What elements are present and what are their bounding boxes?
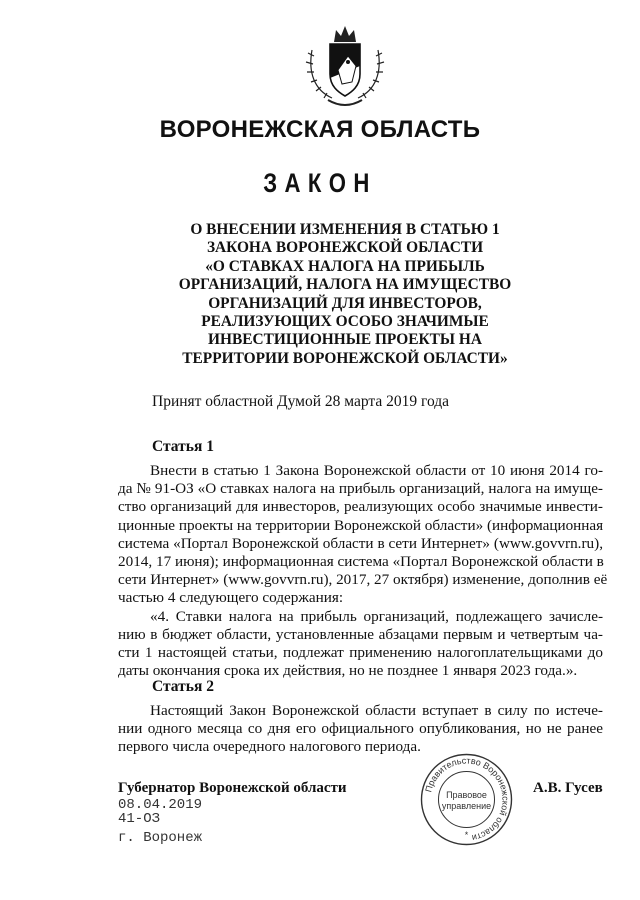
- law-heading: [110, 221, 580, 368]
- heading-line: ОРГАНИЗАЦИЙ ДЛЯ ИНВЕСТОРОВ,: [208, 294, 482, 312]
- text-line: сти 1 настоящей статьи, подлежат применению налогоплательщиками до: [118, 644, 603, 662]
- coat-of-arms-icon: [302, 20, 388, 112]
- signing-date: 08.04.2019: [118, 797, 203, 813]
- text-line: частью 4 следующего содержания:: [118, 589, 344, 607]
- signer-name: А.В. Гусев: [533, 780, 603, 796]
- signing-city: г. Воронеж: [118, 830, 203, 846]
- heading-line: ИНВЕСТИЦИОННЫЕ ПРОЕКТЫ НА: [208, 331, 482, 349]
- article-2-title: Статья 2: [152, 678, 214, 695]
- heading-line: О ВНЕСЕНИИ ИЗМЕНЕНИЯ В СТАТЬЮ 1: [190, 221, 500, 238]
- law-word: ЗАКОН: [263, 168, 377, 198]
- text-line: даты окончания срока их действия, но не позднее 1 января 2023 года.».: [118, 662, 578, 680]
- law-number: 41-ОЗ: [118, 811, 161, 827]
- adoption-note: Принят областной Думой 28 марта 2019 года: [152, 393, 450, 410]
- heading-line: «О СТАВКАХ НАЛОГА НА ПРИБЫЛЬ: [205, 257, 485, 275]
- text-line: ционные проекты на территории Воронежской области» (информационная: [118, 516, 604, 534]
- text-line: нии одного месяца со дня его официального опубликования, но не ранее: [118, 720, 603, 738]
- text-line: система «Портал Воронежской области в сети Интернет» (www.govvrn.ru),: [118, 534, 603, 552]
- article-2-body: [118, 702, 603, 757]
- stamp-inner-line1: Правовое: [446, 790, 487, 800]
- text-line: да № 91-ОЗ «О ставках налога на прибыль организаций, налога на имуще-: [118, 480, 603, 498]
- text-line: первого числа очередного налогового периода.: [118, 738, 421, 756]
- governor-title: Губернатор Воронежской области: [118, 780, 347, 796]
- seal-stamp-icon: [419, 752, 514, 847]
- article-1-body: [118, 462, 608, 680]
- article-1-title: Статья 1: [152, 438, 214, 455]
- text-line: ство организаций для инвесторов, реализующих особо значимые инвести-: [118, 498, 603, 516]
- text-line: Внести в статью 1 Закона Воронежской области от 10 июня 2014 го-: [150, 462, 603, 479]
- text-line: «4. Ставки налога на прибыль организаций, подлежащего зачисле-: [150, 607, 603, 625]
- text-line: Настоящий Закон Воронежской области вступает в силу по истече-: [150, 702, 603, 719]
- text-line: нию в бюджет области, установленные абзацами первым и четвертым ча-: [118, 625, 603, 643]
- stamp-star: *: [464, 830, 469, 840]
- heading-line: ЗАКОНА ВОРОНЕЖСКОЙ ОБЛАСТИ: [206, 239, 484, 257]
- heading-line: РЕАЛИЗУЮЩИХ ОСОБО ЗНАЧИМЫЕ: [201, 313, 489, 331]
- heading-line: ТЕРРИТОРИИ ВОРОНЕЖСКОЙ ОБЛАСТИ»: [182, 349, 508, 367]
- text-line: сети Интернет» (www.govvrn.ru), 2017, 27 октября) изменение, дополнив её: [118, 571, 608, 589]
- region-title: ВОРОНЕЖСКАЯ ОБЛАСТЬ: [159, 116, 481, 143]
- text-line: 2014, 17 июня); информационная система «Портал Воронежской области в: [118, 553, 604, 571]
- stamp-inner-line2: управление: [441, 801, 492, 811]
- stamp-outer-text: Правительство Воронежской области: [423, 755, 511, 844]
- heading-line: ОРГАНИЗАЦИЙ, НАЛОГА НА ИМУЩЕСТВО: [178, 276, 512, 294]
